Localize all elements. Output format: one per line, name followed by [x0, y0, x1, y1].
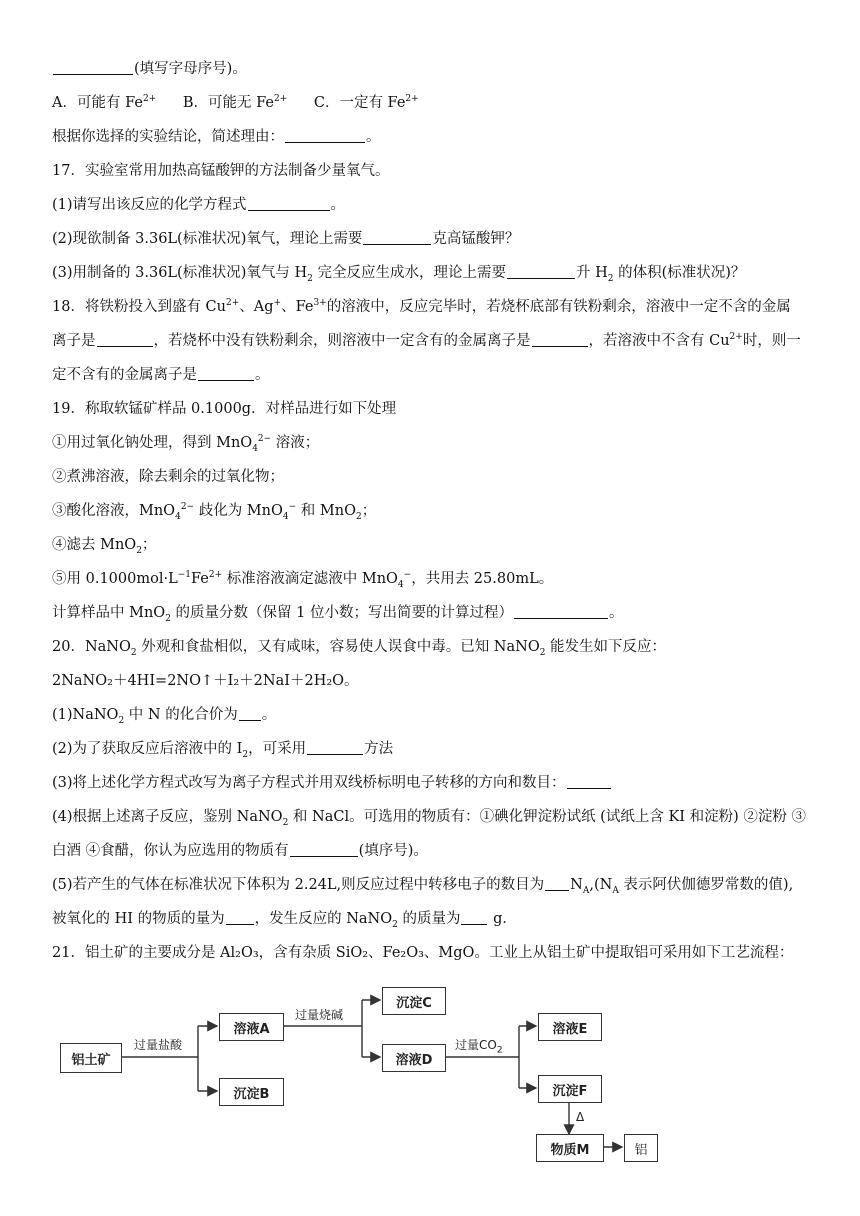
answer-blank[interactable] — [567, 774, 611, 789]
q19-calc: 计算样品中 MnO$_2$ 的质量分数（保留 1 位小数；写出简要的计算过程） 。 — [52, 605, 624, 624]
option-c[interactable]: C．一定有 $Fe^{2+}$ — [313, 94, 419, 111]
answer-blank[interactable] — [363, 230, 431, 245]
answer-blank[interactable] — [198, 366, 254, 381]
q16-options — [52, 94, 441, 112]
label-heat: Δ — [576, 1110, 585, 1124]
instruction-text: (填写字母序号)。 — [134, 61, 247, 77]
q16-answer-line — [52, 60, 247, 78]
q20-part5-line1: (5)若产生的气体在标准状况下体积为 2.24L,则反应过程中转移电子的数目为 $N_A,(N_A$ 表示阿伏伽德罗常数的值), — [52, 877, 794, 896]
node-aluminum: 铝 — [624, 1134, 658, 1162]
label-excess-naoh: 过量烧碱 — [295, 1008, 344, 1022]
node-substance-m: 物质M — [536, 1134, 604, 1162]
q17-stem: 17．实验室常用加热高锰酸钾的方法制备少量氧气。 — [52, 163, 390, 179]
q19-step4: ④滤去 MnO$_2$； — [52, 537, 157, 556]
node-precipitate-f: 沉淀F — [538, 1075, 602, 1103]
q19-step2: ②煮沸溶液，除去剩余的过氧化物； — [52, 469, 284, 485]
q20-stem: 20．NaNO$_2$ 外观和食盐相似，又有咸味，容易使人误食中毒。已知 NaNO$_2$ 能发生如下反应： — [52, 639, 667, 658]
answer-blank[interactable] — [307, 740, 363, 755]
q19-stem: 19．称取软锰矿样品 0.1000g．对样品进行如下处理 — [52, 401, 397, 417]
option-a[interactable]: A．可能有 $Fe^{2+}$ — [52, 94, 157, 111]
node-solution-a: 溶液A — [219, 1013, 284, 1041]
answer-blank[interactable] — [514, 604, 608, 619]
q20-part2: (2)为了获取反应后溶液中的 $I_2$，可采用 方法 — [52, 741, 394, 760]
answer-blank[interactable] — [97, 332, 153, 347]
answer-blank[interactable] — [226, 910, 254, 925]
option-b[interactable]: B．可能无 $Fe^{2+}$ — [182, 94, 288, 111]
node-bauxite: 铝土矿 — [60, 1043, 122, 1073]
q21-stem: 21．铝土矿的主要成分是 Al₂O₃，含有杂质 SiO₂、Fe₂O₃、MgO。工业上从铝土矿中提取铝可采用如下工艺流程： — [52, 945, 794, 961]
answer-blank[interactable] — [239, 706, 261, 721]
q17-part2: (2)现欲制备 3.36L(标准状况)氧气，理论上需要 克高锰酸钾？ — [52, 231, 520, 247]
q20-part4-line1: (4)根据上述离子反应，鉴别 NaNO$_2$ 和 NaCl。可选用的物质有：①碘化钾淀粉试纸 (试纸上含 KI 和淀粉) ②淀粉 ③ — [52, 809, 806, 828]
answer-blank[interactable] — [290, 842, 358, 857]
q20-equation: 2NaNO₂＋4HI=2NO↑＋I₂＋2NaI＋2H₂O。 — [52, 673, 359, 689]
q19-step3: ③酸化溶液，MnO$_4^{2-}$ 歧化为 MnO$_4$− 和 MnO$_2$； — [52, 502, 377, 522]
q18-line1: 18．将铁粉投入到盛有 $Cu^{2+}$、Ag+、$Fe^{3+}$的溶液中，反应完毕时，若烧杯底部有铁粉剩余，溶液中一定不含的金属 — [52, 298, 791, 315]
process-flowchart — [52, 966, 662, 1166]
q17-part3: (3)用制备的 3.36L(标准状况)氧气与 $H_2$ 完全反应生成水，理论上需要 升 $H_2$ 的体积(标准状况)？ — [52, 265, 746, 284]
q16-reason: 根据你选择的实验结论，简述理由： 。 — [52, 129, 381, 145]
answer-blank[interactable] — [53, 60, 133, 75]
label-excess-co2: 过量$CO_2$ — [455, 1038, 503, 1056]
answer-blank[interactable] — [461, 910, 487, 925]
answer-blank[interactable] — [532, 332, 588, 347]
q20-part4-line2: 白酒 ④食醋，你认为应选用的物质有 (填序号)。 — [52, 843, 428, 859]
answer-blank[interactable] — [248, 196, 330, 211]
answer-blank[interactable] — [285, 128, 365, 143]
answer-blank[interactable] — [507, 264, 575, 279]
q18-line2: 离子是 ，若烧杯中没有铁粉剩余，则溶液中一定含有的金属离子是 ，若溶液中不含有 $Cu^{2+}$时，则一 — [52, 332, 801, 349]
label-excess-hcl: 过量盐酸 — [134, 1038, 183, 1052]
node-solution-e: 溶液E — [538, 1013, 602, 1041]
node-precipitate-c: 沉淀C — [382, 987, 446, 1015]
node-solution-d: 溶液D — [382, 1044, 446, 1072]
q18-line3: 定不含有的金属离子是 。 — [52, 367, 270, 383]
answer-blank[interactable] — [545, 876, 569, 891]
q20-part3: (3)将上述化学方程式改写为离子方程式并用双线桥标明电子转移的方向和数目： — [52, 774, 612, 792]
node-precipitate-b: 沉淀B — [219, 1078, 284, 1106]
q17-part1: (1)请写出该反应的化学方程式 。 — [52, 197, 346, 213]
q19-step1: ①用过氧化钠处理，得到 MnO$_4^{2-}$ 溶液； — [52, 434, 320, 454]
q20-part5-line2: 被氧化的 HI 的物质的量为 ，发生反应的 NaNO$_2$ 的质量为 g． — [52, 911, 517, 930]
q20-part1: (1)NaNO$_2$ 中 N 的化合价为 。 — [52, 707, 277, 726]
q19-step5: ⑤用 $0.1000mol\cdot L^{-1}Fe^{2+}$ 标准溶液滴定滤液中 MnO$_4$−，共用去 25.80mL。 — [52, 570, 554, 590]
